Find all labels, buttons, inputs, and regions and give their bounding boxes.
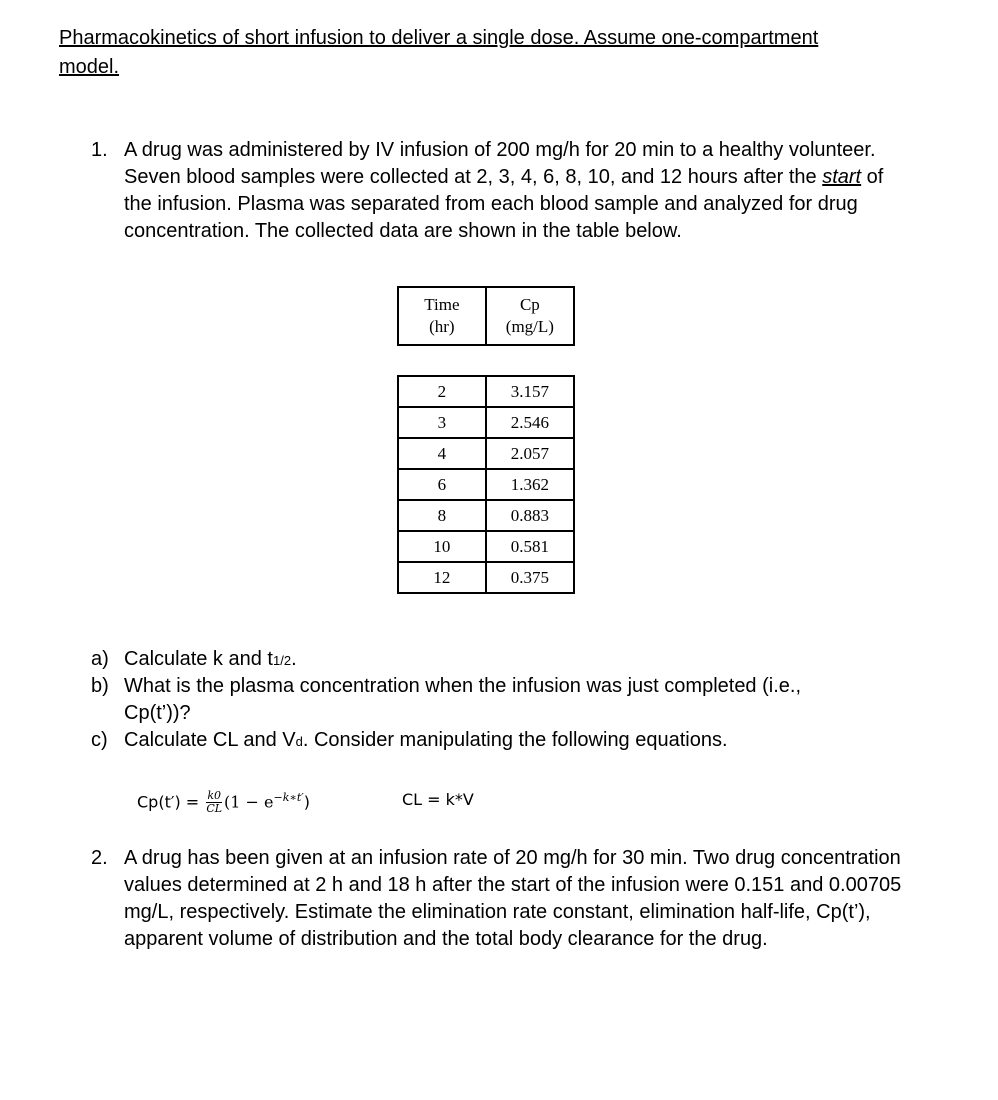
subquestion-b: [91, 673, 911, 727]
equation-exponent: −k∗t′: [273, 791, 304, 804]
table-row: [398, 531, 574, 562]
cp-cell: 0.581: [486, 531, 574, 562]
table-row: [398, 562, 574, 593]
question-2-number: 2.: [91, 847, 108, 869]
table-row: [398, 438, 574, 469]
table-row: [398, 469, 574, 500]
subquestion-b-line-1: What is the plasma concentration when the infusion was just completed (i.e.,: [124, 675, 802, 697]
page-title: [59, 24, 919, 82]
subquestion-c-subscript: d: [295, 734, 303, 749]
time-header-unit: (hr): [429, 317, 455, 336]
subquestion-a-end: .: [291, 648, 297, 670]
time-cell: 8: [398, 500, 486, 531]
equation-close: ): [303, 792, 311, 812]
cp-cell: 0.375: [486, 562, 574, 593]
question-1-emphasis: start: [822, 166, 862, 188]
equation-numerator: k0: [207, 789, 222, 803]
subquestion-b-line-2: Cp(t’))?: [124, 702, 191, 724]
time-cell: 6: [398, 469, 486, 500]
time-header: [398, 287, 486, 345]
cp-cell: 1.362: [486, 469, 574, 500]
subquestion-c-end: . Consider manipulating the following equations.: [302, 729, 728, 751]
subquestion-a-text: [124, 646, 297, 674]
table-row: [398, 376, 574, 407]
cp-header: [486, 287, 574, 345]
subquestion-a-subscript: 1/2: [272, 653, 292, 668]
cp-cell: 3.157: [486, 376, 574, 407]
question-1-number: 1.: [91, 139, 108, 161]
question-1-text-pre: A drug was administered by IV infusion of 200 mg/h for 20 min to a healthy volunteer. Seven blood samples were collected at 2, 3, 4, 6, 8, 10, and 12 hours after the: [124, 139, 876, 188]
subquestion-a: [91, 646, 911, 673]
equation-denominator: CL: [206, 802, 223, 816]
equation-rhs: (1 − e: [224, 792, 274, 812]
time-cell: 3: [398, 407, 486, 438]
data-table: [397, 375, 575, 594]
subquestion-c-text: [124, 727, 728, 755]
subquestion-a-main: Calculate k and t: [124, 648, 273, 670]
subquestion-c: [91, 727, 911, 754]
equation-fraction: [206, 790, 222, 815]
time-header-label: Time: [424, 295, 460, 314]
table-row: [398, 407, 574, 438]
time-cell: 2: [398, 376, 486, 407]
time-cell: 12: [398, 562, 486, 593]
title-line-2: model.: [59, 56, 120, 78]
cp-cell: 0.883: [486, 500, 574, 531]
subquestion-c-label: c): [91, 729, 108, 751]
clearance-equation: CL = k*V: [402, 790, 474, 809]
table-row: [398, 500, 574, 531]
cp-cell: 2.546: [486, 407, 574, 438]
title-line-1: Pharmacokinetics of short infusion to deliver a single dose. Assume one-compartment: [59, 27, 819, 49]
infusion-equation: [137, 788, 310, 815]
cp-header-label: Cp: [519, 295, 540, 314]
data-table-header: [397, 286, 575, 346]
question-2-text: A drug has been given at an infusion rate of 20 mg/h for 30 min. Two drug concentration values determined at 2 h and 18 h after the start of the infusion were 0.151 and 0.00705 mg/L, respectively. Estimate the elimination rate constant, elimination half-life, Cp(t’), apparent volume of distribution and the total body clearance for the drug.: [124, 847, 902, 950]
cp-cell: 2.057: [486, 438, 574, 469]
subquestion-a-label: a): [91, 648, 109, 670]
time-cell: 4: [398, 438, 486, 469]
question-1-text: [124, 137, 914, 245]
equation-lhs: Cp(t′) =: [137, 792, 200, 812]
subquestion-c-main: Calculate CL and V: [124, 729, 296, 751]
subquestion-b-label: b): [91, 675, 109, 697]
cp-header-unit: (mg/L): [505, 317, 554, 336]
time-cell: 10: [398, 531, 486, 562]
question-1-text-post: of the infusion. Plasma was separated from each blood sample and analyzed for drug concentration. The collected data are shown in the table below.: [124, 166, 884, 242]
